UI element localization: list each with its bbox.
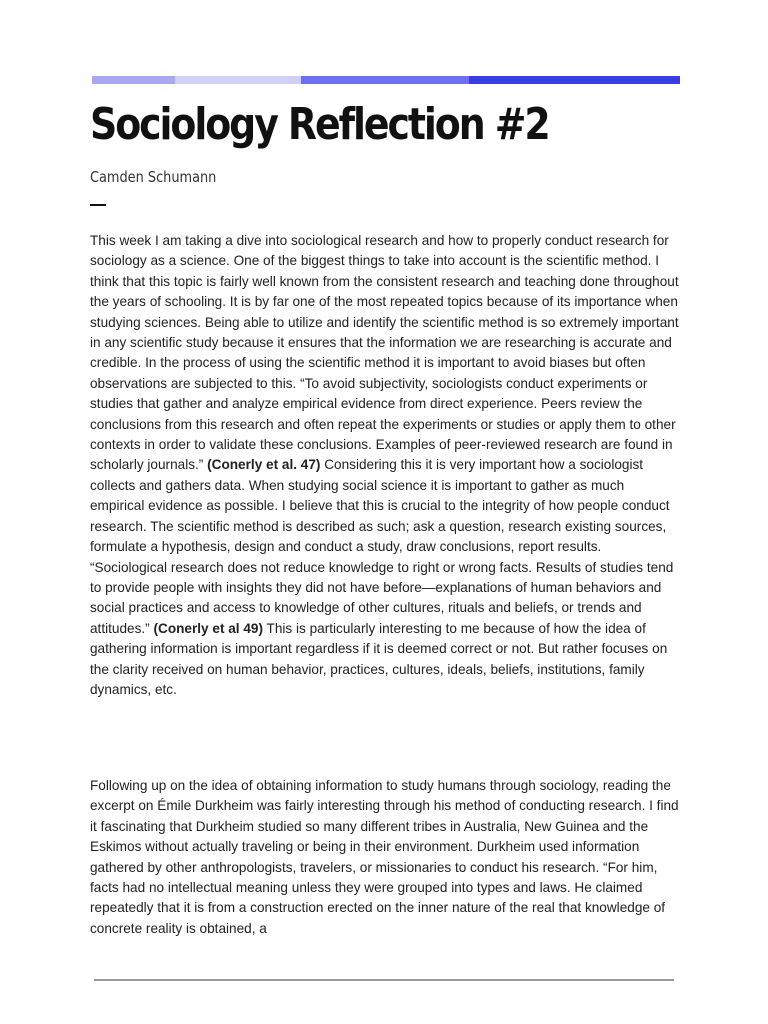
- accent-bar-segment-1: [92, 76, 175, 84]
- accent-bar-segment-4: [469, 76, 680, 84]
- author-name: Camden Schumann: [90, 168, 217, 186]
- paragraph-text: Considering this it is very important how a sociologist collects and gathers data. When studying social science it is important to gather as much empirical evidence as possible. I believe that this is crucial to the integrity of how people conduct research. The scientific method is described as such; ask a question, research existing sources, formulate a hypothesis, design and conduct a study, draw conclusions, report results. “Sociological research does not reduce knowledge to right or wrong facts. Results of studies tend to provide people with insights they did not have before—explanations of human behaviors and social practices and access to knowledge of other cultures, rituals and beliefs, or trends and attitudes.”: [90, 457, 674, 636]
- document-title: Sociology Reflection #2: [90, 99, 549, 150]
- body-paragraph-2: [90, 776, 682, 939]
- paragraph-text: This week I am taking a dive into sociological research and how to properly conduct research for sociology as a science. One of the biggest things to take into account is the scientific method. I think that this topic is fairly well known from the consistent research and teaching done throughout the years of schooling. It is by far one of the most repeated topics because of its importance when studying sciences. Being able to utilize and identify the scientific method is so extremely important in any scientific study because it ensures that the information we are researching is accurate and credible. In the process of using the scientific method it is important to avoid biases but often observations are subjected to this. “To avoid subjectivity, sociologists conduct experiments or studies that gather and analyze empirical evidence from direct experience. Peers review the conclusions from this research and often repeat the experiments or studies or apply them to other contexts in order to validate these conclusions. Examples of peer-reviewed research are found in scholarly journals.”: [90, 233, 679, 473]
- title-divider-dash: [90, 204, 106, 206]
- footer-rule: [94, 979, 674, 981]
- citation: (Conerly et al 49): [153, 620, 264, 636]
- paragraph-text: Following up on the idea of obtaining information to study humans through sociology, reading the excerpt on Émile Durkheim was fairly interesting through his method of conducting research. I find it fascinating that Durkheim studied so many different tribes in Australia, New Guinea and the Eskimos without actually traveling or being in their environment. Durkheim used information gathered by other anthropologists, travelers, or missionaries to conduct his research. “For him, facts had no intellectual meaning unless they were grouped into types and laws. He claimed repeatedly that it is from a construction erected on the inner nature of the real that knowledge of concrete reality is obtained, a: [90, 778, 679, 936]
- body-paragraph-1: [90, 231, 682, 700]
- accent-bar-segment-3: [301, 76, 469, 84]
- citation: (Conerly et al. 47): [207, 457, 321, 473]
- accent-bar-segment-2: [175, 76, 301, 84]
- header-accent-bar: [92, 76, 680, 84]
- paragraph-text: This is particularly interesting to me because of how the idea of gathering information is important regardless if it is deemed correct or not. But rather focuses on the clarity received on human behavior, practices, cultures, ideals, beliefs, institutions, family dynamics, etc.: [90, 620, 668, 697]
